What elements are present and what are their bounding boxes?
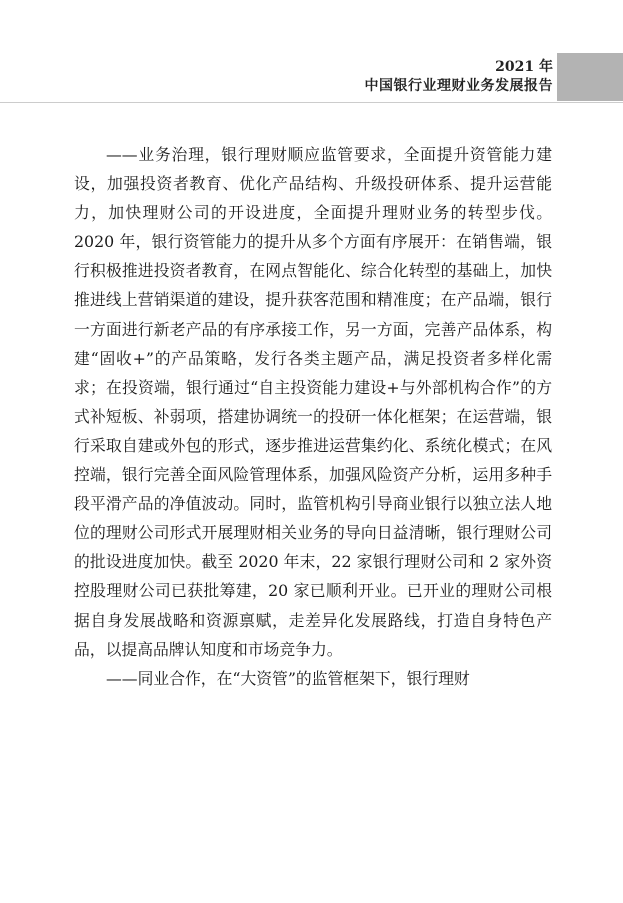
- paragraph-industry-cooperation: ——同业合作，在“大资管”的监管框架下，银行理财: [106, 668, 470, 688]
- running-header: [365, 58, 554, 96]
- chapter-tab-marker: [557, 53, 623, 101]
- header-divider: [0, 102, 623, 103]
- body-text: [74, 140, 552, 693]
- header-title: 中国银行业理财业务发展报告: [364, 78, 553, 94]
- header-year: 2021 年: [495, 59, 553, 75]
- paragraph-business-governance: ——业务治理，银行理财顺应监管要求，全面提升资管能力建设，加强投资者教育、优化产品结构、升级投研体系、提升运营能力，加快理财公司的开设进度，全面提升理财业务的转型步伐。2020 年，银行资管能力的提升从多个方面有序展开：在销售端，银行积极推进投资者教育，在网点智能化、综合化转型的基础上，加快推进线上营销渠道的建设，提升获客范围和精准度；在产品端，银行一方面进行新老产品的有序承接工作，另一方面，完善产品体系，构建“固收+”的产品策略，发行各类主题产品，满足投资者多样化需求；在投资端，银行通过“自主投资能力建设+与外部机构合作”的方式补短板、补弱项，搭建协调统一的投研一体化框架；在运营端，银行采取自建或外包的形式，逐步推进运营集约化、系统化模式；在风控端，银行完善全面风险管理体系，加强风险资产分析，运用多种手段平滑产品的净值波动。同时，监管机构引导商业银行以独立法人地位的理财公司形式开展理财相关业务的导向日益清晰，银行理财公司的批设进度加快。截至 2020 年末，22 家银行理财公司和 2 家外资控股理财公司已获批筹建，20 家已顺利开业。已开业的理财公司根据自身发展战略和资源禀赋，走差异化发展路线，打造自身特色产品，以提高品牌认知度和市场竞争力。: [74, 145, 552, 659]
